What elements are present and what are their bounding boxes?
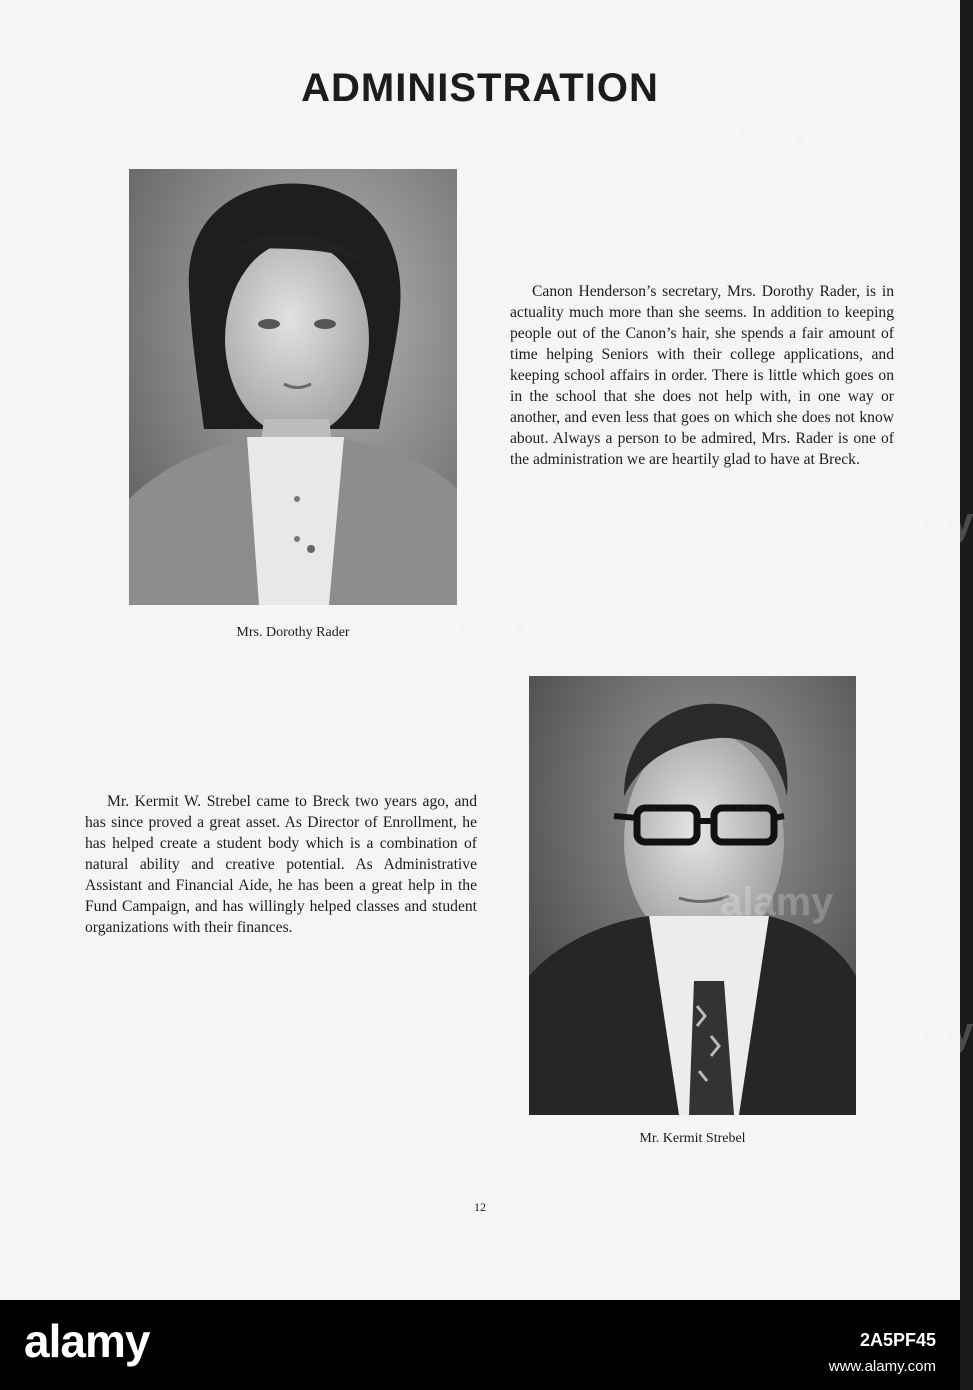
- watermark-text: alamy: [440, 600, 554, 644]
- watermark-text: alamy: [860, 500, 973, 544]
- stock-footer-bar: [0, 1300, 960, 1390]
- watermark-text: alamy: [860, 1010, 973, 1054]
- site-url[interactable]: www.alamy.com: [828, 1358, 936, 1375]
- portrait-photo-rader: [129, 169, 457, 605]
- page-title: ADMINISTRATION: [301, 66, 659, 110]
- watermark-text: alamy: [720, 880, 834, 924]
- alamy-logo: alamy: [24, 1315, 150, 1367]
- bio-paragraph-rader: Canon Henderson’s secretary, Mrs. Dorothy Rader, is in actuality much more than she seems. In addition to keeping people out of the Canon’s hair, she spends a fair amount of time helping Seniors with their college applications, and keeping school affairs in order. There is little which goes on in the school that she does not help with, in one way or another, and even less that goes on which she does not know about. Always a person to be admired, Mrs. Rader is one of the administration we are heartily glad to have at Breck.: [510, 283, 894, 468]
- watermark-text: alamy: [720, 110, 834, 154]
- bio-paragraph-strebel: Mr. Kermit W. Strebel came to Breck two years ago, and has since proved a great asset. As Director of Enrollment, he has helped create a student body which is a combination of natural ability and creative potential. As Administrative Assistant and Financial Aide, he has been a great help in the Fund Campaign, and has willingly helped classes and student organizations with their finances.: [85, 793, 477, 936]
- image-id: 2A5PF45: [859, 1330, 936, 1350]
- page-number: 12: [474, 1200, 486, 1214]
- portrait-photo-strebel: [529, 676, 856, 1115]
- photo-caption-rader: Mrs. Dorothy Rader: [236, 625, 350, 640]
- photo-caption-strebel: Mr. Kermit Strebel: [639, 1131, 746, 1146]
